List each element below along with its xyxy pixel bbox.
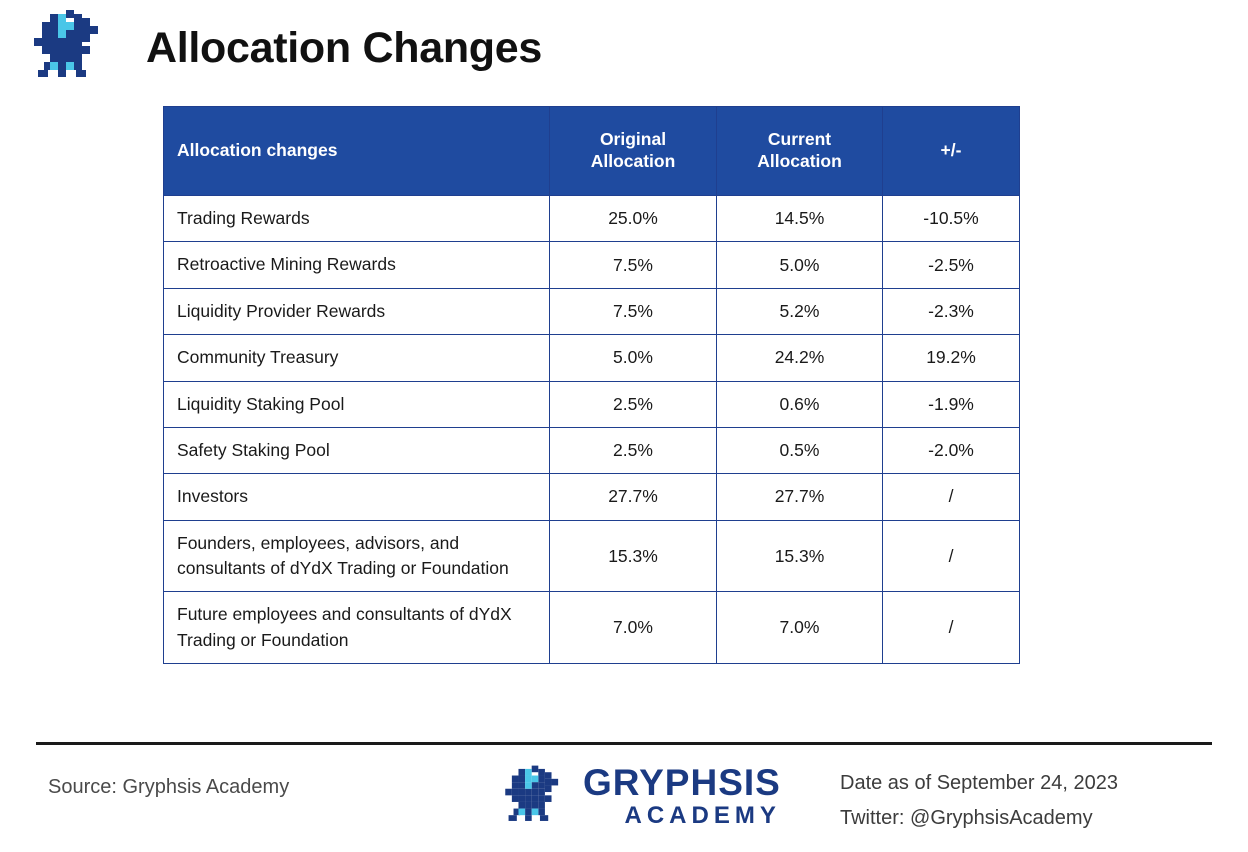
row-current: 7.0%	[717, 592, 883, 664]
table-row	[164, 474, 1020, 520]
row-current: 5.2%	[717, 288, 883, 334]
row-original: 7.5%	[550, 288, 717, 334]
page-footer	[0, 748, 1248, 852]
column-header-line: Current	[767, 129, 832, 150]
row-original: 5.0%	[550, 335, 717, 381]
row-label: Retroactive Mining Rewards	[164, 242, 550, 288]
table-row	[164, 592, 1020, 664]
gryphsis-griffin-logo-icon	[22, 8, 118, 88]
table-row	[164, 427, 1020, 473]
page-title: Allocation Changes	[146, 23, 542, 72]
brand-wordmark	[583, 761, 781, 831]
row-label: Founders, employees, advisors, and consultants of dYdX Trading or Foundation	[164, 520, 550, 592]
table-row	[164, 196, 1020, 242]
column-header-line: Allocation	[590, 151, 676, 171]
row-delta: -2.0%	[883, 427, 1020, 473]
row-delta: -2.3%	[883, 288, 1020, 334]
table-row	[164, 520, 1020, 592]
row-label: Trading Rewards	[164, 196, 550, 242]
row-label: Liquidity Staking Pool	[164, 381, 550, 427]
row-original: 27.7%	[550, 474, 717, 520]
table-row	[164, 288, 1020, 334]
column-header-line: Original	[599, 129, 667, 150]
allocation-changes-table	[163, 106, 1019, 664]
row-delta: -1.9%	[883, 381, 1020, 427]
row-label: Community Treasury	[164, 335, 550, 381]
table-header-row	[164, 107, 1020, 196]
table-row	[164, 381, 1020, 427]
column-header-line: Allocation	[757, 151, 842, 171]
row-delta: -2.5%	[883, 242, 1020, 288]
row-delta: /	[883, 520, 1020, 592]
row-label: Safety Staking Pool	[164, 427, 550, 473]
brand-name: GRYPHSIS	[583, 761, 781, 803]
row-original: 15.3%	[550, 520, 717, 592]
row-original: 2.5%	[550, 381, 717, 427]
table-row	[164, 242, 1020, 288]
footer-source: Source: Gryphsis Academy	[48, 776, 290, 798]
footer-date: Date as of September 24, 2023	[840, 772, 1118, 794]
column-header-current-allocation	[717, 107, 883, 196]
row-current: 24.2%	[717, 335, 883, 381]
row-current: 0.5%	[717, 427, 883, 473]
row-original: 25.0%	[550, 196, 717, 242]
row-delta: /	[883, 474, 1020, 520]
gryphsis-griffin-logo-icon	[497, 760, 573, 834]
row-label: Future employees and consultants of dYdX Trading or Foundation	[164, 592, 550, 664]
footer-divider	[36, 742, 1212, 745]
row-label: Investors	[164, 474, 550, 520]
row-current: 27.7%	[717, 474, 883, 520]
page-header	[0, 0, 1248, 96]
footer-meta	[840, 766, 1200, 836]
row-delta: /	[883, 592, 1020, 664]
column-header-allocation-changes: Allocation changes	[164, 107, 550, 196]
row-current: 0.6%	[717, 381, 883, 427]
footer-brand-logo	[497, 760, 781, 834]
brand-subtitle: ACADEMY	[624, 801, 781, 829]
row-original: 7.5%	[550, 242, 717, 288]
table-row	[164, 335, 1020, 381]
row-delta: -10.5%	[883, 196, 1020, 242]
row-current: 14.5%	[717, 196, 883, 242]
row-current: 15.3%	[717, 520, 883, 592]
column-header-delta: +/-	[883, 107, 1020, 196]
footer-twitter: Twitter: @GryphsisAcademy	[840, 807, 1093, 829]
row-delta: 19.2%	[883, 335, 1020, 381]
row-current: 5.0%	[717, 242, 883, 288]
row-label: Liquidity Provider Rewards	[164, 288, 550, 334]
row-original: 7.0%	[550, 592, 717, 664]
column-header-original-allocation	[550, 107, 717, 196]
row-original: 2.5%	[550, 427, 717, 473]
